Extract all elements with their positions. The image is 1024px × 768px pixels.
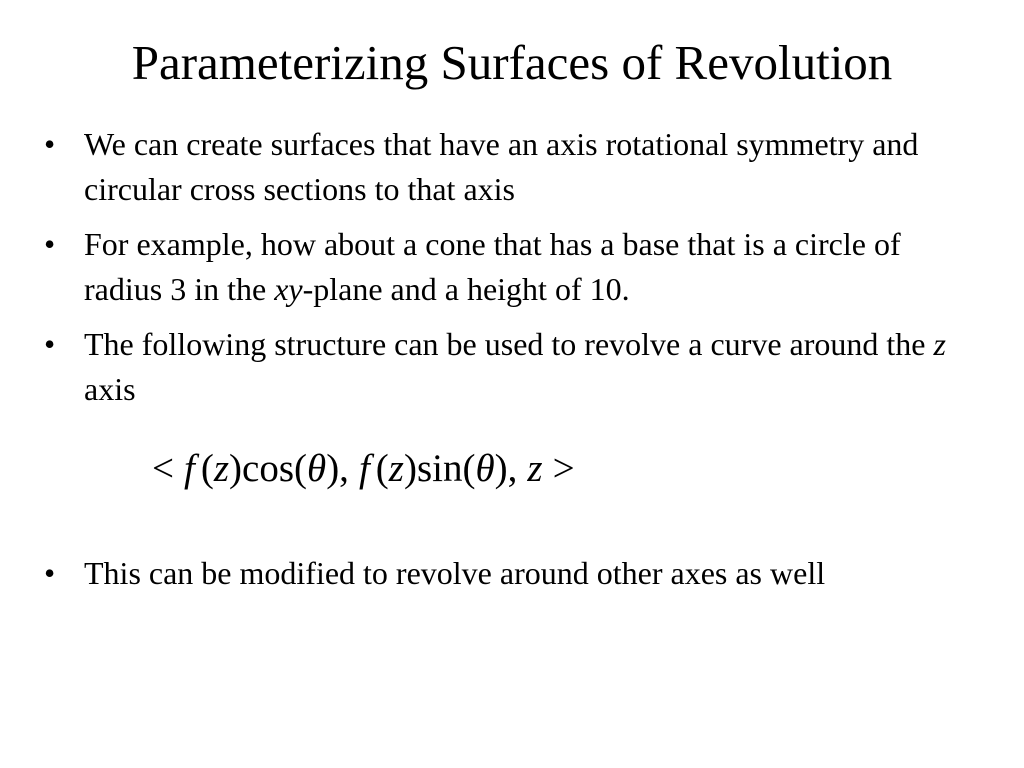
- bullet-list: [40, 122, 980, 422]
- slide-title: Parameterizing Surfaces of Revolution: [131, 35, 893, 90]
- bullet-text: We can create surfaces that have an axis rotational symmetry and circular cross sections to that axis: [84, 126, 919, 207]
- bullet-text: This can be modified to revolve around other axes as well: [84, 555, 826, 591]
- formula-f: f: [184, 447, 195, 490]
- revolution-formula: [152, 444, 575, 494]
- formula-z: z: [388, 447, 404, 490]
- bullet-dot: •: [44, 126, 56, 162]
- formula-close-angle: >: [552, 447, 575, 490]
- bullet-dot: •: [44, 226, 56, 262]
- formula-paren: (: [375, 447, 389, 490]
- bullet-item-2: [40, 222, 980, 312]
- formula-close: ),: [494, 447, 518, 490]
- formula-theta: θ: [307, 447, 327, 490]
- bullet-text-italic: xy: [274, 271, 303, 307]
- bullet-text-after: -plane and a height of 10.: [302, 271, 630, 307]
- formula-cos: cos(: [242, 447, 308, 490]
- formula-close: ),: [326, 447, 349, 490]
- bullet-text-before: The following structure can be used to revolve a curve around the: [84, 326, 934, 362]
- formula-z: z: [527, 447, 543, 490]
- bullet-item-4: [40, 551, 1024, 596]
- formula-f: f: [358, 447, 370, 490]
- formula-paren: ): [403, 447, 417, 490]
- bullet-text-after: axis: [84, 371, 136, 407]
- bullet-text-italic: z: [933, 326, 946, 362]
- bullet-dot: •: [44, 555, 56, 591]
- formula-sin: sin(: [416, 447, 476, 490]
- bullet-item-1: [40, 122, 980, 212]
- formula-theta: θ: [475, 447, 495, 490]
- formula-paren: ): [229, 447, 243, 490]
- formula-paren: (: [200, 447, 214, 490]
- bullet-text-before: For example, how about a cone that has a base that is a circle of radius 3 in the: [84, 226, 901, 307]
- bullet-item-3: [40, 322, 980, 412]
- formula-z: z: [213, 447, 230, 490]
- bullet-dot: •: [44, 326, 56, 362]
- formula-open-angle: <: [152, 447, 174, 490]
